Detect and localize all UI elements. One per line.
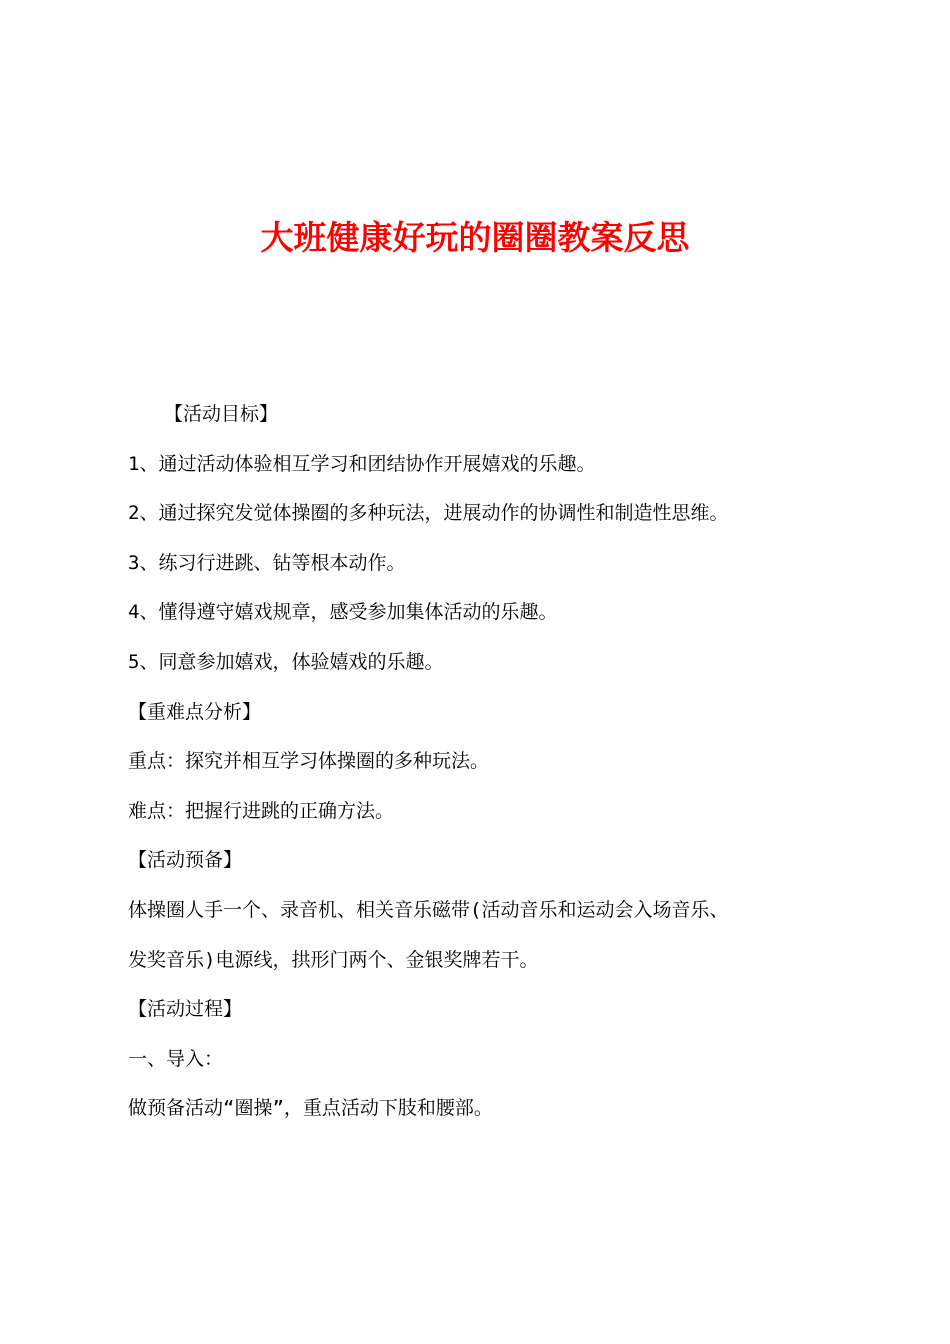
document-body — [128, 398, 828, 1142]
goal-item-4: 4、懂得遵守嬉戏规章，感受参加集体活动的乐趣。 — [128, 601, 558, 624]
section-heading-preparation: 【活动预备】 — [128, 849, 243, 872]
goal-item-1: 1、通过活动体验相互学习和团结协作开展嬉戏的乐趣。 — [128, 452, 596, 475]
process-step-text: 做预备活动“圈操”，重点活动下肢和腰部。 — [128, 1097, 493, 1120]
preparation-text-line-1: 体操圈人手一个、录音机、相关音乐磁带(活动音乐和运动会入场音乐、 — [128, 898, 729, 921]
key-point-text: 重点：探究并相互学习体操圈的多种玩法。 — [128, 750, 490, 773]
goal-item-2: 2、通过探究发觉体操圈的多种玩法，进展动作的协调性和制造性思维。 — [128, 502, 729, 525]
process-step-heading: 一、导入： — [128, 1047, 224, 1070]
section-heading-key-points: 【重难点分析】 — [128, 700, 262, 723]
goal-item-5: 5、同意参加嬉戏，体验嬉戏的乐趣。 — [128, 650, 444, 673]
goal-item-3: 3、练习行进跳、钻等根本动作。 — [128, 551, 406, 574]
document-title: 大班健康好玩的圈圈教案反思 — [260, 218, 690, 257]
section-heading-activity-goals: 【活动目标】 — [164, 403, 279, 425]
preparation-text-line-2: 发奖音乐)电源线，拱形门两个、金银奖牌若干。 — [128, 948, 539, 971]
difficulty-text: 难点：把握行进跳的正确方法。 — [128, 799, 395, 822]
section-heading-process: 【活动过程】 — [128, 998, 243, 1021]
